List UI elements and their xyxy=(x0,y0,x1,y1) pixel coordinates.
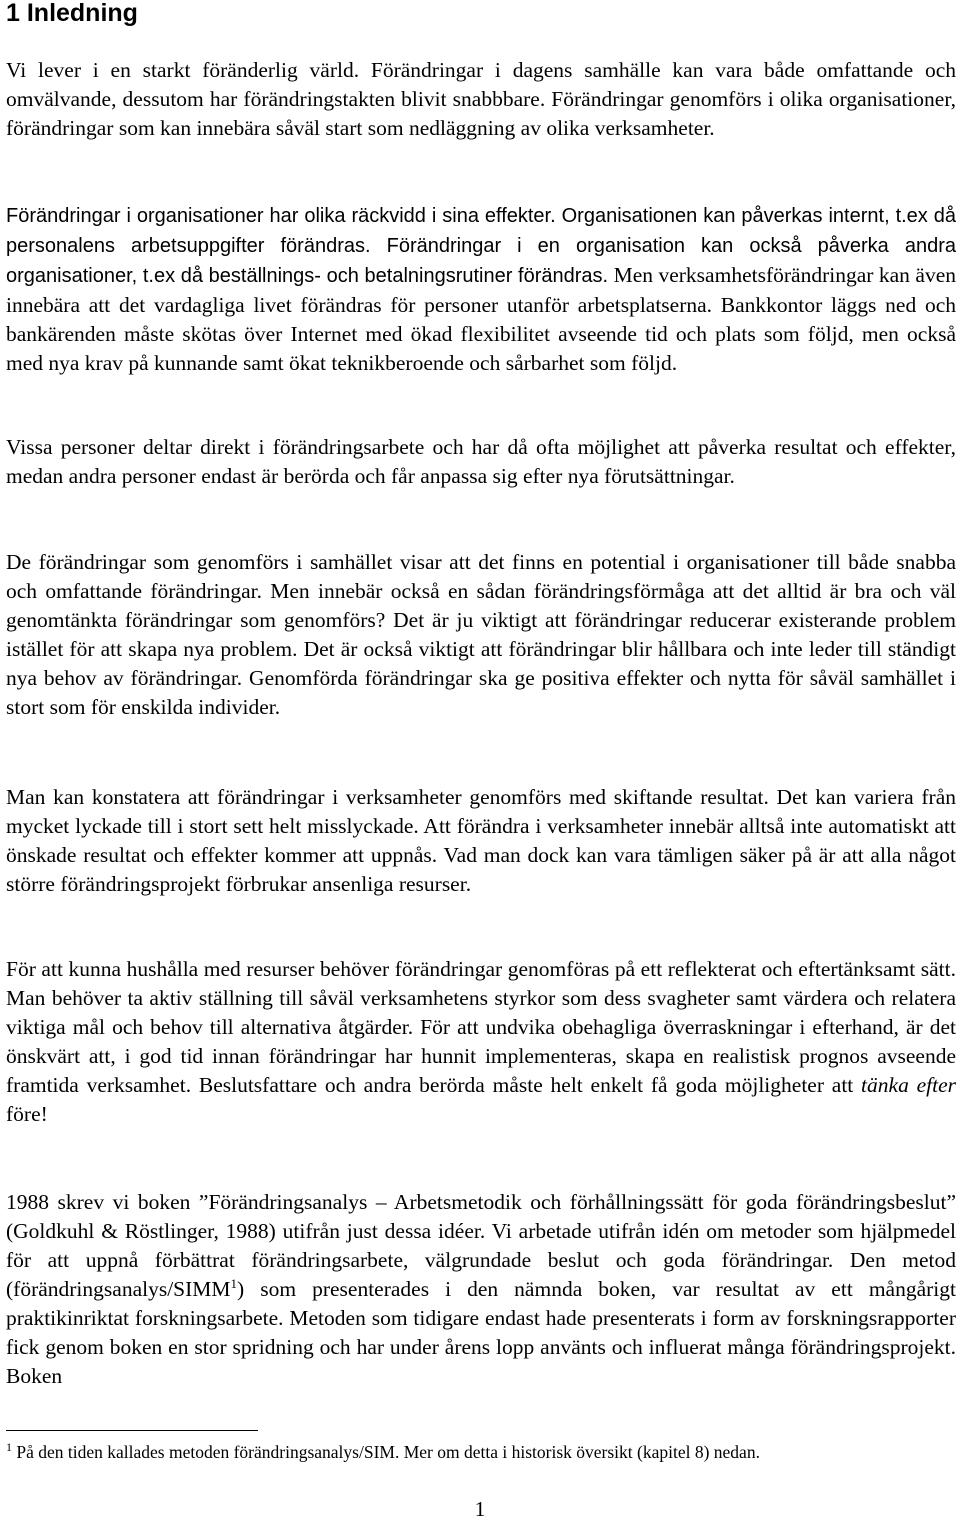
paragraph-resources-text: För att kunna hushålla med resurser behöver förändringar genomföras på ett reflekterat och eftertänksamt sätt. Man behöver ta aktiv ställning till såväl verksamhetens styrkor som dess svagheter samt värdera och relatera viktiga mål och behov till alternativa åtgärder. För att undvika obehagliga överraskningar i efterhand, är det önskvärt att, i god tid innan förändringar har hunnit implementeras, skapa en realistisk prognos avseende framtida verksamhet. Beslutsfattare och andra berörda måste helt enkelt få goda möjligheter att xyxy=(6,957,956,1097)
paragraph-scope xyxy=(6,201,956,378)
section-heading: 1 Inledning xyxy=(6,0,138,27)
paragraph-potential: De förändringar som genomförs i samhället visar att det finns en potential i organisationer till både snabba och omfattande förändringar. Men innebär också en sådan förändringsförmåga att det alltid är bra och väl genomtänkta förändringar som genomförs? Det är ju viktigt att förändringar reducerar existerande problem istället för att skapa nya problem. Det är också viktigt att förändringar blir hållbara och inte leder till ständigt nya behov av förändringar. Genomförda förändringar ska ge positiva effekter och nytta för såväl samhället i stort som för enskilda individer. xyxy=(6,550,956,719)
paragraph-participants: Vissa personer deltar direkt i förändringsarbete och har då ofta möjlighet att påverka resultat och effekter, medan andra personer endast är berörda och får anpassa sig efter nya förutsättningar. xyxy=(6,435,956,488)
paragraph-scope-serif-text: Men verksamhetsförändringar kan även innebära att det vardagliga livet förändras för personer utanför arbetsplatserna. Bankkontor läggs ned och bankärenden måste skötas över Internet med ökad flexibilitet avseende tid och plats som följd, men också med nya krav på kunnande samt ökat teknikberoende och sårbarhet som följd. xyxy=(6,263,956,375)
paragraph-resources xyxy=(6,955,956,1129)
paragraph-history-text-cont: ) som presenterades i den nämnda boken, var resultat av ett mångårigt praktikinriktat forskningsarbete. Metoden som tidigare endast hade presenterats i form av forskningsrapporter fick genom boken en stor spridning och har under årens lopp använts och influerat många förändringsprojekt. Boken xyxy=(6,1277,956,1388)
emphasis-tanka-efter: tänka efter xyxy=(861,1073,956,1097)
paragraph-scope-sans-text: Förändringar i organisationer har olika räckvidd i sina effekter. Organisationen kan påverkas internt, t.ex då personalens arbetsuppgifter förändras. Förändringar i en organisation kan också påverka andra organisationer, t.ex då beställnings- och betalningsrutiner förändras. xyxy=(6,205,956,287)
footnote-reference: 1 xyxy=(230,1276,238,1291)
footnote-divider xyxy=(6,1430,258,1431)
footnote-marker: 1 xyxy=(6,1440,12,1454)
footnote-text: På den tiden kallades metoden förändringsanalys/SIM. Mer om detta i historisk översikt (kapitel 8) nedan. xyxy=(12,1442,760,1462)
paragraph-history-text: 1988 skrev vi boken ”Förändringsanalys – Arbetsmetodik och förhållningssätt för goda förändringsbeslut” (Goldkuhl & Röstlinger, 1988) utifrån just dessa idéer. Vi arbetade utifrån idén om metoder som hjälpmedel för att uppnå förbättrat förändringsarbete, välgrundade beslut och goda förändringar. Den metod (förändringsanalys/SIMM xyxy=(6,1190,956,1301)
paragraph-intro: Vi lever i en starkt föränderlig värld. Förändringar i dagens samhälle kan vara både omfattande och omvälvande, dessutom har förändringstakten blivit snabbbare. Förändringar genomförs i olika organisationer, förändringar som kan innebära såväl start som nedläggning av olika verksamheter. xyxy=(6,58,956,140)
page-number: 1 xyxy=(474,1497,486,1521)
paragraph-history xyxy=(6,1188,956,1391)
footnote xyxy=(6,1440,956,1464)
paragraph-results: Man kan konstatera att förändringar i verksamheter genomförs med skiftande resultat. Det kan variera från mycket lyckade till i stort sett helt misslyckade. Att förändra i verksamheter innebär alltså inte automatiskt att önskade resultat och effekter kommer att uppnås. Vad man dock kan vara tämligen säker på är att alla något större förändringsprojekt förbrukar ansenliga resurser. xyxy=(6,785,956,896)
paragraph-resources-end: före! xyxy=(6,1102,48,1126)
